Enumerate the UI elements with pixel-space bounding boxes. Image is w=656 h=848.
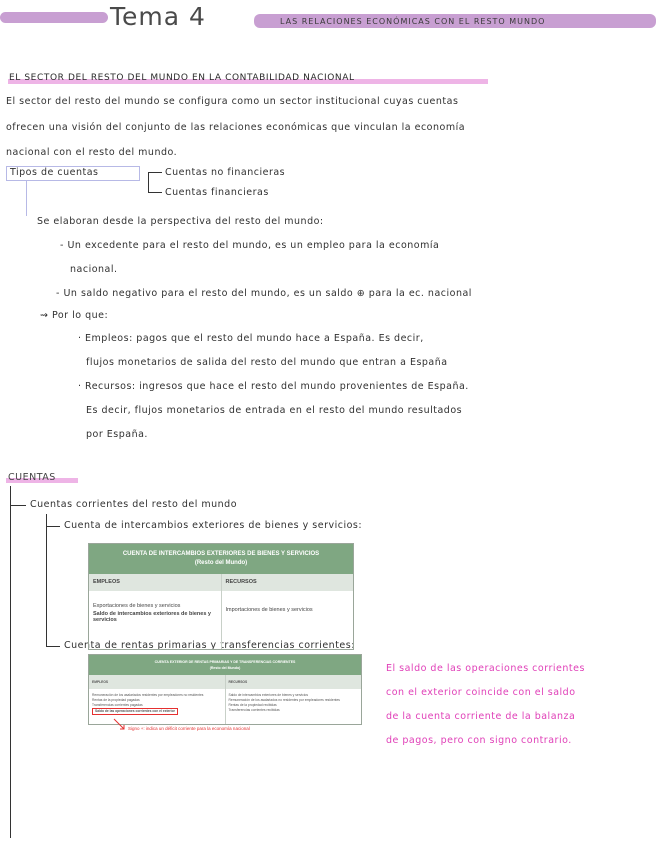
table-item: Exportaciones de bienes y servicios bbox=[93, 603, 181, 609]
pink-note-line: con el exterior coincide con el saldo bbox=[386, 687, 576, 698]
table-item: Transferencias corrientes pagadas bbox=[92, 703, 143, 707]
col-recursos: RECURSOS bbox=[221, 574, 354, 591]
table-rentas bbox=[88, 654, 362, 725]
pink-note-line: de la cuenta corriente de la balanza bbox=[386, 711, 576, 722]
tree-sub-branch bbox=[46, 646, 60, 647]
bullet-line: - Un excedente para el resto del mundo, es un empleo para la economía bbox=[60, 240, 440, 251]
cuentas-heading: CUENTAS bbox=[8, 472, 56, 483]
tree-branch bbox=[10, 505, 26, 506]
col-recursos: RECURSOS bbox=[225, 675, 362, 689]
title-bar-left bbox=[0, 12, 108, 23]
empleos-cell bbox=[89, 689, 225, 724]
recursos-line: · Recursos: ingresos que hace el resto del mundo provenientes de España. bbox=[78, 381, 469, 392]
section-heading: EL SECTOR DEL RESTO DEL MUNDO EN LA CONTABILIDAD NACIONAL bbox=[9, 73, 355, 83]
page-title: Tema 4 bbox=[110, 2, 206, 31]
table-header bbox=[89, 655, 361, 675]
empleos-cell bbox=[89, 591, 221, 645]
paragraph-line: El sector del resto del mundo se configura como un sector institucional cuyas cuentas bbox=[6, 96, 459, 107]
recursos-cell bbox=[225, 689, 362, 724]
pink-note-line: El saldo de las operaciones corrientes bbox=[386, 663, 585, 674]
recursos-line: por España. bbox=[86, 429, 148, 440]
bullet-line: nacional. bbox=[70, 264, 118, 275]
type-item: Cuentas financieras bbox=[165, 187, 269, 198]
table-item-highlighted: Saldo de las operaciones corrientes con el exterior bbox=[92, 708, 178, 715]
table-item: Saldo de intercambios exteriores de bienes y servicios bbox=[228, 693, 309, 697]
types-arrow bbox=[148, 192, 162, 193]
cuentas-corrientes: Cuentas corrientes del resto del mundo bbox=[30, 499, 238, 510]
type-item: Cuentas no financieras bbox=[165, 167, 286, 178]
types-arrow bbox=[148, 172, 162, 173]
table-item: Importaciones de bienes y servicios bbox=[225, 607, 313, 613]
empleos-line: · Empleos: pagos que el resto del mundo hace a España. Es decir, bbox=[78, 333, 424, 344]
tree-sub-branch bbox=[46, 526, 60, 527]
cuenta-intercambios: Cuenta de intercambios exteriores de bienes y servicios: bbox=[64, 520, 363, 531]
table-header bbox=[89, 544, 353, 574]
table-item: Remuneración de los asalariados residentes por empleadores no residentes bbox=[92, 693, 204, 697]
bullet-line: - Un saldo negativo para el resto del mundo, es un saldo ⊕ para la ec. nacional bbox=[56, 288, 472, 299]
paragraph-line: ofrecen una visión del conjunto de las relaciones económicas que vinculan la economía bbox=[6, 122, 466, 133]
empleos-line: flujos monetarios de salida del resto del mundo que entran a España bbox=[86, 357, 448, 368]
table-subtitle: (Resto del Mundo) bbox=[194, 560, 248, 566]
cuenta-rentas: Cuenta de rentas primarias y transferencias corrientes: bbox=[64, 640, 355, 651]
table-item: Saldo de intercambios exteriores de bienes y servicios bbox=[93, 611, 211, 623]
tree-main-line bbox=[10, 486, 11, 838]
paragraph-line: nacional con el resto del mundo. bbox=[6, 147, 178, 158]
recursos-line: Es decir, flujos monetarios de entrada en el resto del mundo resultados bbox=[86, 405, 463, 416]
table-item: Remuneración de los asalariados no residentes por empleadores residentes bbox=[228, 698, 340, 702]
col-empleos: EMPLEOS bbox=[89, 675, 225, 689]
recursos-cell bbox=[221, 591, 354, 649]
types-side-line bbox=[26, 180, 27, 216]
page-subtitle: LAS RELACIONES ECONÓMICAS CON EL RESTO MUNDO bbox=[280, 17, 546, 26]
table-item: Transferencias corrientes recibidas bbox=[228, 708, 280, 712]
tree-sub-line bbox=[46, 514, 47, 646]
table-item: Rentas de la propiedad pagadas bbox=[92, 698, 140, 702]
because-text: ⇝ Por lo que: bbox=[40, 310, 109, 321]
table-intercambios bbox=[88, 543, 354, 650]
table-title: CUENTA EXTERIOR DE RENTAS PRIMARIAS Y DE TRANSFERENCIAS CORRIENTES bbox=[154, 660, 296, 664]
table-title: CUENTA DE INTERCAMBIOS EXTERIORES DE BIENES Y SERVICIOS bbox=[122, 551, 320, 557]
types-label: Tipos de cuentas bbox=[10, 167, 99, 178]
col-empleos: EMPLEOS bbox=[89, 574, 221, 591]
pink-note-line: de pagos, pero con signo contrario. bbox=[386, 735, 572, 746]
types-bracket bbox=[148, 172, 149, 192]
table-subtitle: (Resto del Mundo) bbox=[209, 666, 241, 670]
table-item: Rentas de la propiedad recibidas bbox=[228, 703, 277, 707]
perspective-text: Se elaboran desde la perspectiva del resto del mundo: bbox=[37, 216, 324, 227]
table-note: Signo +: indica un déficit corriente para la economía nacional bbox=[128, 726, 250, 731]
